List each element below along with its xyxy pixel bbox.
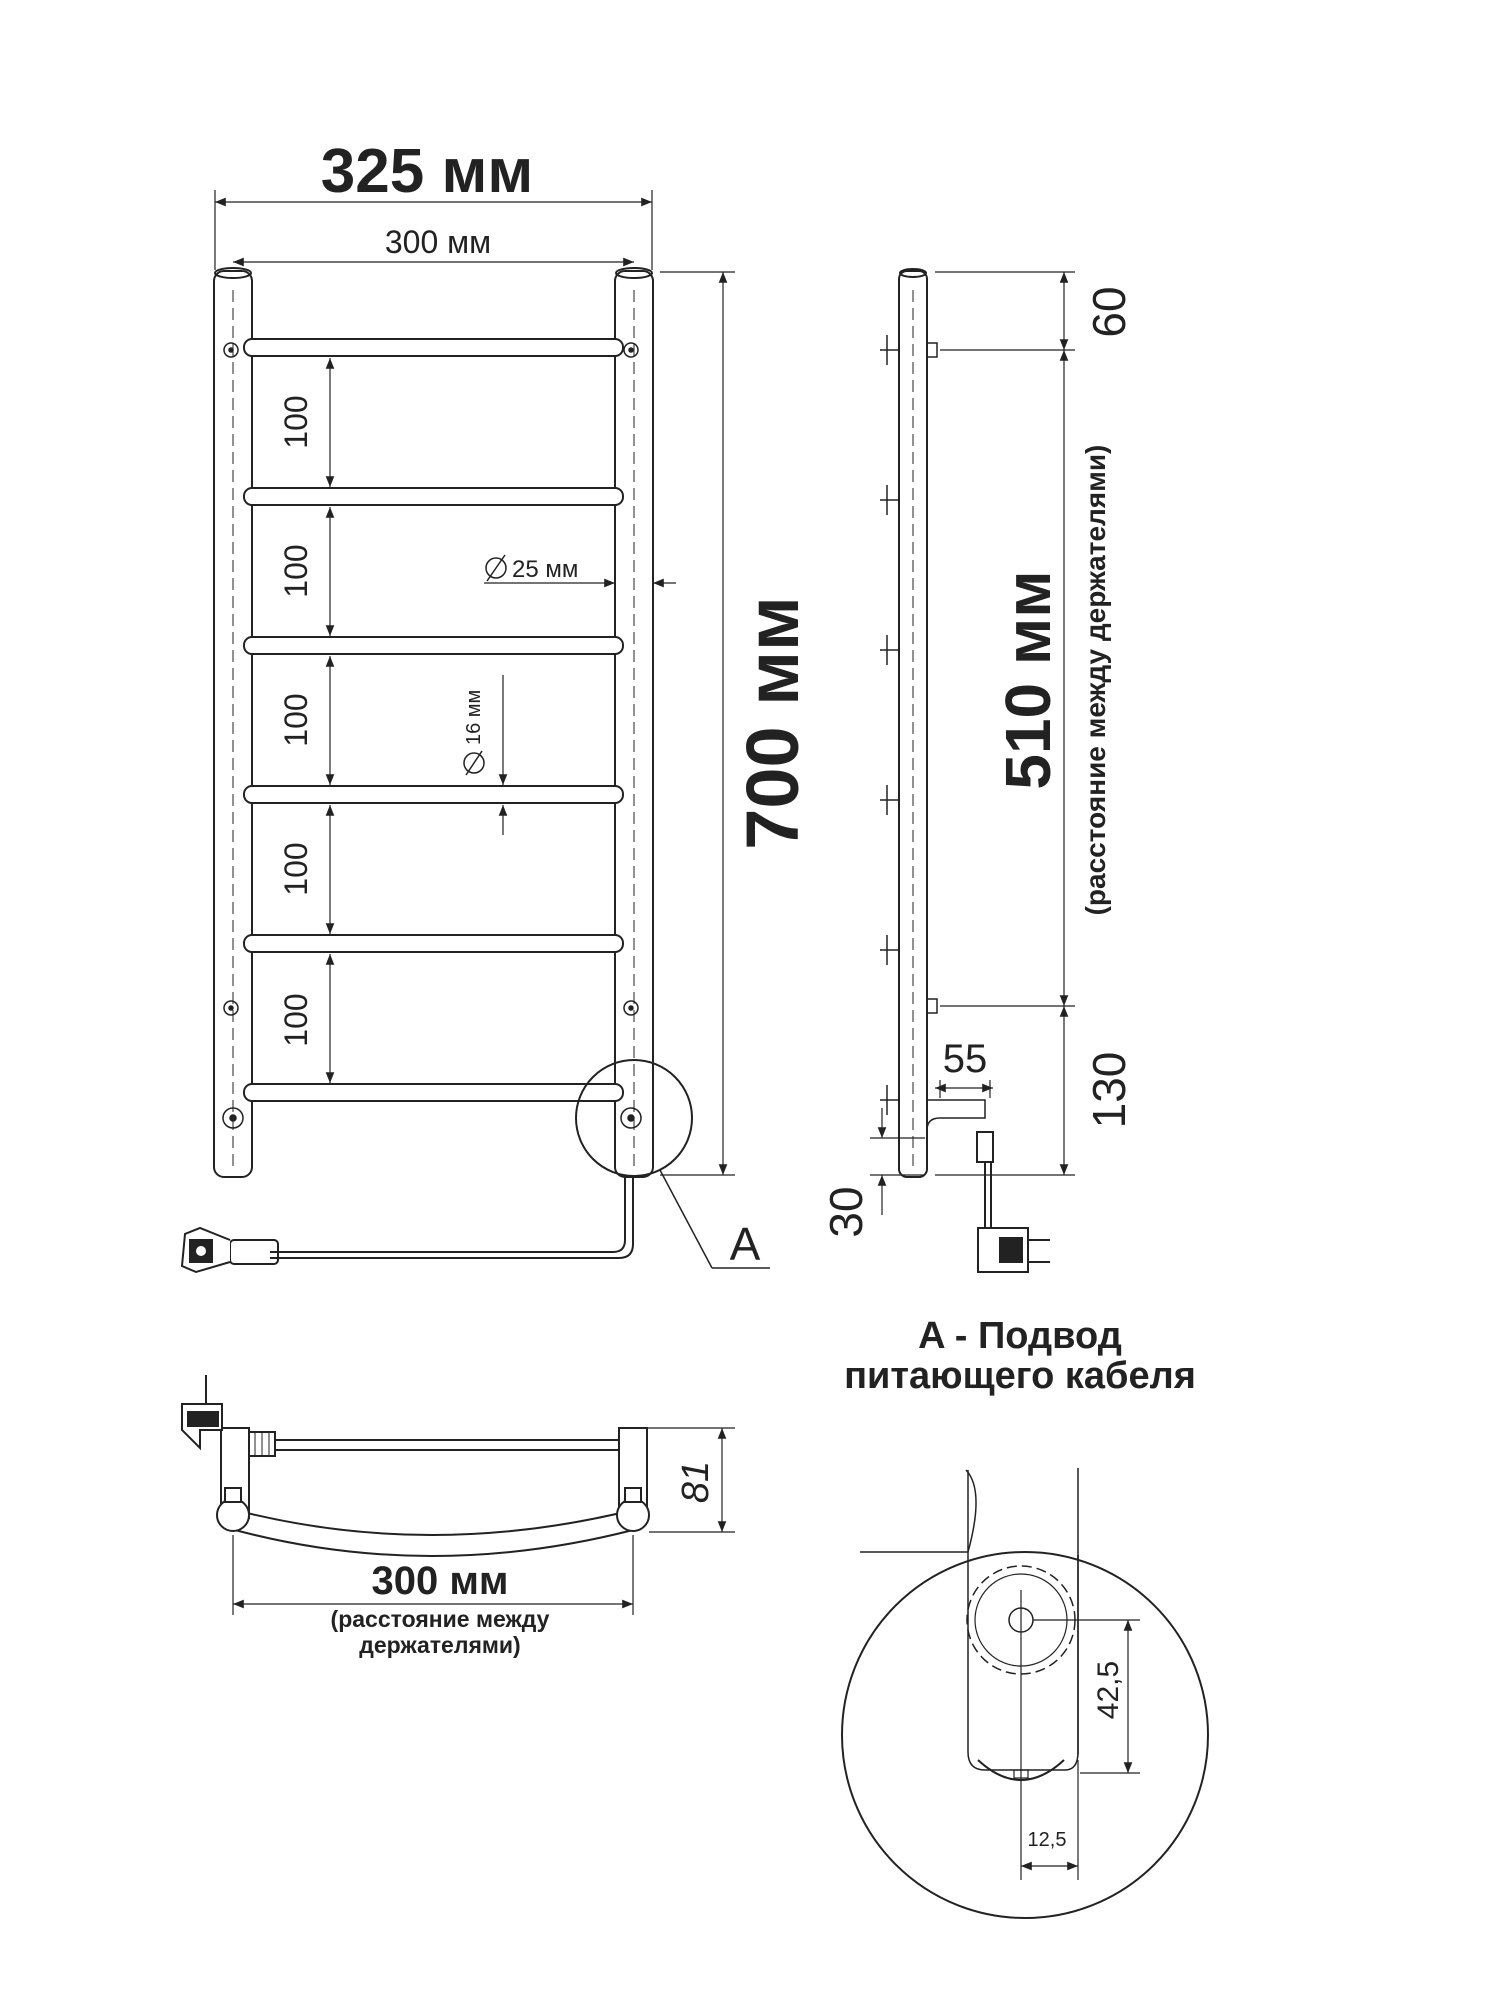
- side-plug: [978, 1228, 1050, 1272]
- right-knob: [617, 1499, 649, 1531]
- left-knob: [217, 1499, 249, 1531]
- detail-title-line1: A - Подвод: [918, 1315, 1122, 1357]
- detail-title: [844, 1315, 1196, 1397]
- rung-diameter-label: 16 мм: [463, 689, 485, 745]
- upright-diameter-label: 25 мм: [512, 556, 579, 583]
- top-view-labels: [331, 1461, 717, 1658]
- left-upright: [214, 268, 252, 1177]
- rung-spacing-2: 100: [278, 544, 314, 598]
- detail-a-view: [842, 1468, 1208, 1918]
- rung-spacing-5: 100: [278, 993, 314, 1047]
- top-view-rung: [235, 1510, 633, 1535]
- horizontal-offset-label: 12,5: [1027, 1829, 1067, 1851]
- axis-width-label: 300 мм: [384, 224, 492, 260]
- overall-height-label: 700 мм: [731, 596, 814, 850]
- bottom-offset-label: 130: [1083, 1051, 1135, 1129]
- depth-label: 81: [675, 1460, 717, 1504]
- cable-offset-label: 55: [942, 1037, 988, 1081]
- holder-spacing-note: (расстояние между держателями): [1080, 444, 1111, 916]
- side-view-labels: [820, 286, 1135, 1237]
- power-cable: [182, 1175, 633, 1272]
- overall-width-label: 325 мм: [320, 137, 534, 206]
- top-holder-note-line2: держателями): [359, 1632, 521, 1658]
- detail-title-line2: питающего кабеля: [844, 1355, 1196, 1397]
- rung-spacing-4: 100: [278, 842, 314, 896]
- vertical-offset-label: 42,5: [1092, 1660, 1125, 1720]
- top-offset-label: 60: [1083, 286, 1135, 338]
- top-holder-note-line1: (расстояние между: [330, 1606, 550, 1632]
- rung-spacing-3: 100: [278, 693, 314, 747]
- holder-spacing-label: 510 мм: [992, 570, 1064, 790]
- detail-a-boundary: [842, 1552, 1208, 1918]
- side-cable-outlet: [927, 1100, 985, 1130]
- detail-marker-label: A: [729, 1218, 761, 1270]
- rung-spacing-1: 100: [278, 395, 314, 449]
- detail-labels: [1028, 1661, 1125, 1851]
- top-holder-spacing-label: 300 мм: [371, 1559, 509, 1603]
- right-upright: [615, 268, 653, 1177]
- base-offset-label: 30: [820, 1186, 872, 1238]
